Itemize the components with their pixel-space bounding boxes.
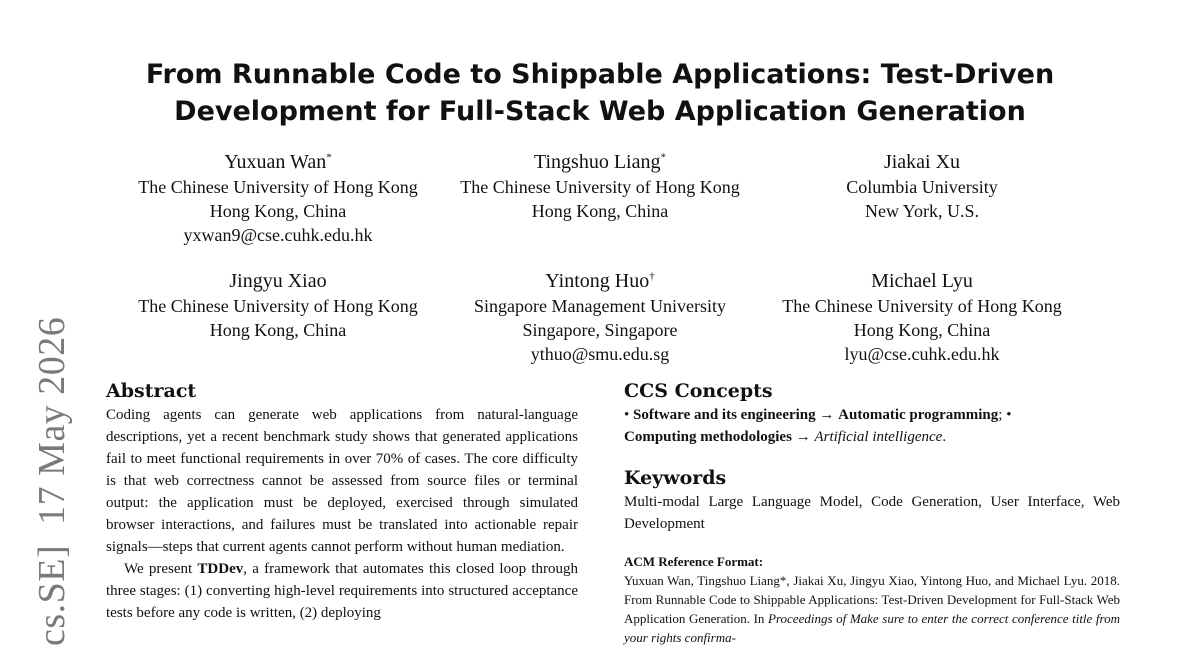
author-block bbox=[108, 150, 448, 247]
right-column bbox=[624, 378, 1120, 647]
author-email[interactable]: yxwan9@cse.cuhk.edu.hk bbox=[183, 225, 373, 245]
author-name: Jingyu Xiao bbox=[229, 270, 327, 292]
author-email[interactable]: ythuo@smu.edu.sg bbox=[530, 344, 670, 364]
author-affiliation: Columbia University bbox=[846, 177, 998, 197]
author-affiliation: The Chinese University of Hong Kong bbox=[138, 296, 418, 316]
ccs-heading: CCS Concepts bbox=[624, 380, 773, 402]
author-affiliation: The Chinese University of Hong Kong bbox=[782, 296, 1062, 316]
author-location: Hong Kong, China bbox=[853, 320, 991, 340]
acm-reference-text: Yuxuan Wan, Tingshuo Liang*, Jiakai Xu, Jingyu Xiao, Yintong Huo, and Michael Lyu. 2018. From Runnable Code to Shippable Applications: Test-Driven Development for Full-Stack Web Application Generation. In Proceedings of Make sure to enter the correct conference title from your rights confirma- bbox=[624, 573, 1120, 645]
abstract-heading: Abstract bbox=[106, 380, 197, 402]
author-location: Hong Kong, China bbox=[209, 201, 347, 221]
author-name: Michael Lyu bbox=[871, 270, 973, 292]
author-name: Yuxuan Wan* bbox=[224, 151, 332, 173]
author-name: Tingshuo Liang* bbox=[533, 151, 666, 173]
author-location: Singapore, Singapore bbox=[522, 320, 678, 340]
paper-title bbox=[0, 56, 1200, 130]
abstract-body bbox=[106, 404, 578, 624]
author-affiliation: The Chinese University of Hong Kong bbox=[138, 177, 418, 197]
author-block bbox=[752, 269, 1092, 366]
abstract-section bbox=[106, 378, 578, 624]
acm-reference-heading: ACM Reference Format: bbox=[624, 554, 764, 569]
abstract-paragraph-1: Coding agents can generate web applications from natural-language descriptions, yet a recent benchmark study shows that generated applications fail to meet functional requirements in over 70% of cases. The core difficulty is that web correctness cannot be assessed from source files or terminal output: the application must be deployed, exercised through simulated browser interactions, and failures must be translated into actionable repair signals—steps that current agents cannot perform without human mediation. bbox=[106, 407, 578, 555]
author-block bbox=[108, 269, 448, 342]
author-email[interactable]: lyu@cse.cuhk.edu.hk bbox=[844, 344, 1000, 364]
author-name: Yintong Huo† bbox=[545, 270, 655, 292]
author-name: Jiakai Xu bbox=[883, 151, 961, 173]
arxiv-identifier: cs.SE] 17 May 2026 bbox=[31, 316, 73, 646]
author-block bbox=[430, 150, 770, 223]
abstract-paragraph-2: We present TDDev, a framework that automates this closed loop through three stages: (1) converting high-level requirements into structured acceptance tests before any code is written, (2) deploying bbox=[106, 561, 578, 621]
author-affiliation: The Chinese University of Hong Kong bbox=[460, 177, 740, 197]
framework-name: TDDev bbox=[197, 561, 244, 577]
author-block bbox=[752, 150, 1092, 223]
author-affiliation: Singapore Management University bbox=[474, 296, 726, 316]
author-location: New York, U.S. bbox=[864, 201, 980, 221]
keywords-heading: Keywords bbox=[624, 467, 727, 489]
title-line-1: From Runnable Code to Shippable Applications: Test-Driven bbox=[145, 59, 1055, 90]
author-block bbox=[430, 269, 770, 366]
title-line-2: Development for Full-Stack Web Application Generation bbox=[174, 96, 1026, 127]
ccs-concepts: • Software and its engineering → Automatic programming; • Computing methodologies → Artificial intelligence. bbox=[624, 407, 1012, 445]
author-location: Hong Kong, China bbox=[209, 320, 347, 340]
keywords-list: Multi-modal Large Language Model, Code Generation, User Interface, Web Development bbox=[624, 494, 1120, 532]
author-location: Hong Kong, China bbox=[531, 201, 669, 221]
